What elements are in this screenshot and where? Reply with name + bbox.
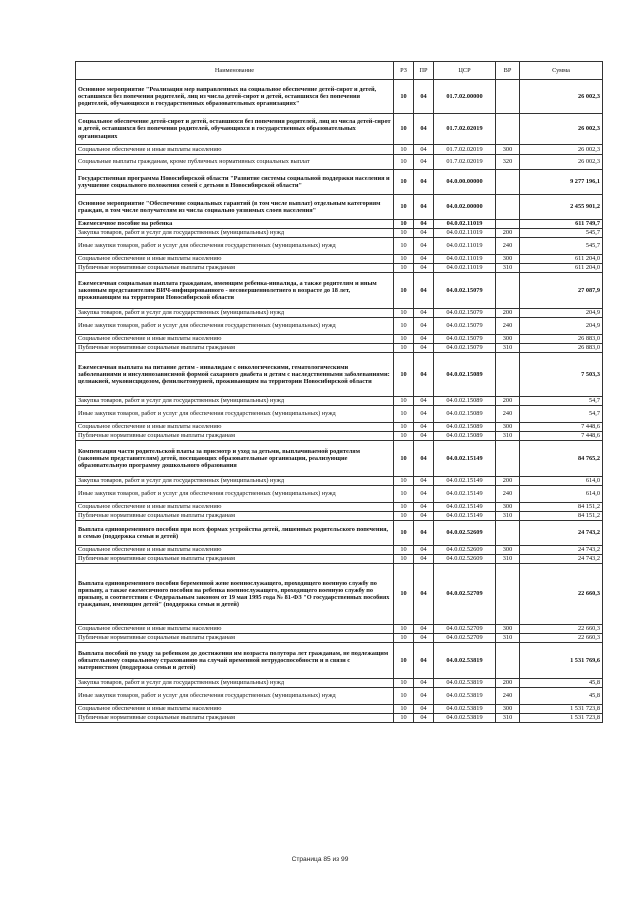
cell-name: Основное мероприятие "Обеспечение социальных гарантий (в том числе выплат) отдельным категориям граждан, в том числе получателям из числа социально уязвимых слоев населения" xyxy=(76,195,394,220)
budget-document xyxy=(75,61,602,723)
cell-vr: 300 xyxy=(496,625,520,634)
cell-csr: 04.0.02.15149 xyxy=(434,512,496,521)
cell-pr: 04 xyxy=(414,486,434,503)
cell-csr: 04.0.02.52609 xyxy=(434,546,496,555)
table-row xyxy=(76,114,603,145)
cell-name: Иные закупки товаров, работ и услуг для обеспечения государственных (муниципальных) нужд xyxy=(76,318,394,335)
cell-rz: 10 xyxy=(394,432,414,441)
table-row xyxy=(76,503,603,512)
table-row xyxy=(76,335,603,344)
cell-name: Социальное обеспечение и иные выплаты населению xyxy=(76,705,394,714)
cell-csr: 04.0.02.53819 xyxy=(434,705,496,714)
cell-vr: 320 xyxy=(496,155,520,170)
cell-sum: 27 087,9 xyxy=(520,273,603,309)
cell-csr: 04.0.02.15149 xyxy=(434,503,496,512)
cell-name: Иные закупки товаров, работ и услуг для обеспечения государственных (муниципальных) нужд xyxy=(76,406,394,423)
table-row xyxy=(76,679,603,688)
cell-vr: 300 xyxy=(496,255,520,264)
cell-vr: 240 xyxy=(496,406,520,423)
cell-csr: 04.0.02.11019 xyxy=(434,264,496,273)
cell-vr: 300 xyxy=(496,503,520,512)
header-sum: Сумма xyxy=(520,62,603,80)
cell-vr: 310 xyxy=(496,264,520,273)
cell-csr: 01.7.02.02019 xyxy=(434,155,496,170)
cell-rz: 10 xyxy=(394,486,414,503)
cell-name: Выплата пособий по уходу за ребенком до достижения им возраста полутора лет гражданам, не подлежащим обязательному социальному страхованию на случай временной нетрудоспособности и в связи с материнством (поддержка семьи и детей) xyxy=(76,643,394,679)
cell-csr: 04.0.02.52709 xyxy=(434,634,496,643)
cell-rz: 10 xyxy=(394,397,414,406)
cell-sum: 26 883,0 xyxy=(520,344,603,353)
cell-rz: 10 xyxy=(394,512,414,521)
cell-sum: 24 743,2 xyxy=(520,555,603,564)
cell-pr: 04 xyxy=(414,546,434,555)
cell-pr: 04 xyxy=(414,432,434,441)
cell-pr: 04 xyxy=(414,255,434,264)
cell-sum: 611 204,0 xyxy=(520,264,603,273)
cell-csr: 04.0.02.11019 xyxy=(434,229,496,238)
cell-sum: 545,7 xyxy=(520,229,603,238)
cell-pr: 04 xyxy=(414,170,434,195)
cell-sum: 84 765,2 xyxy=(520,441,603,477)
cell-vr: 300 xyxy=(496,423,520,432)
cell-sum: 26 002,3 xyxy=(520,80,603,114)
cell-vr: 240 xyxy=(496,238,520,255)
cell-name: Социальное обеспечение и иные выплаты населению xyxy=(76,546,394,555)
cell-rz: 10 xyxy=(394,625,414,634)
cell-vr: 200 xyxy=(496,397,520,406)
cell-pr: 04 xyxy=(414,564,434,625)
cell-vr: 300 xyxy=(496,705,520,714)
table-row xyxy=(76,318,603,335)
cell-pr: 04 xyxy=(414,477,434,486)
cell-sum: 26 883,0 xyxy=(520,335,603,344)
cell-csr: 04.0.02.53819 xyxy=(434,679,496,688)
table-row xyxy=(76,238,603,255)
cell-pr: 04 xyxy=(414,353,434,397)
cell-name: Социальное обеспечение и иные выплаты населению xyxy=(76,145,394,155)
cell-name: Социальное обеспечение детей-сирот и детей, оставшихся без попечения родителей, лиц из числа детей-сирот и детей, оставшихся без попечения родителей, обучающихся в государственных образовательных организациях xyxy=(76,114,394,145)
table-row xyxy=(76,643,603,679)
cell-csr: 04.0.02.53819 xyxy=(434,688,496,705)
cell-pr: 04 xyxy=(414,634,434,643)
cell-vr: 310 xyxy=(496,714,520,723)
cell-rz: 10 xyxy=(394,155,414,170)
cell-sum: 22 660,3 xyxy=(520,634,603,643)
cell-vr: 310 xyxy=(496,512,520,521)
table-row xyxy=(76,220,603,229)
cell-vr: 300 xyxy=(496,145,520,155)
table-row xyxy=(76,441,603,477)
table-row xyxy=(76,273,603,309)
cell-csr: 04.0.02.52609 xyxy=(434,555,496,564)
cell-vr xyxy=(496,441,520,477)
cell-vr xyxy=(496,521,520,546)
budget-table xyxy=(75,61,603,723)
table-header-row xyxy=(76,62,603,80)
cell-pr: 04 xyxy=(414,625,434,634)
cell-vr xyxy=(496,80,520,114)
cell-vr: 200 xyxy=(496,679,520,688)
table-row xyxy=(76,688,603,705)
cell-name: Иные закупки товаров, работ и услуг для обеспечения государственных (муниципальных) нужд xyxy=(76,688,394,705)
cell-rz: 10 xyxy=(394,264,414,273)
cell-rz: 10 xyxy=(394,714,414,723)
cell-name: Публичные нормативные социальные выплаты гражданам xyxy=(76,344,394,353)
cell-sum: 45,8 xyxy=(520,688,603,705)
cell-name: Публичные нормативные социальные выплаты гражданам xyxy=(76,432,394,441)
cell-csr: 04.0.02.15079 xyxy=(434,309,496,318)
cell-sum: 614,0 xyxy=(520,486,603,503)
cell-rz: 10 xyxy=(394,423,414,432)
table-row xyxy=(76,705,603,714)
header-name: Наименование xyxy=(76,62,394,80)
cell-name: Социальное обеспечение и иные выплаты населению xyxy=(76,503,394,512)
cell-pr: 04 xyxy=(414,309,434,318)
cell-vr xyxy=(496,170,520,195)
cell-csr: 04.0.02.00000 xyxy=(434,195,496,220)
cell-csr: 01.7.02.02019 xyxy=(434,114,496,145)
cell-pr: 04 xyxy=(414,521,434,546)
cell-rz: 10 xyxy=(394,477,414,486)
cell-pr: 04 xyxy=(414,406,434,423)
cell-pr: 04 xyxy=(414,555,434,564)
table-row xyxy=(76,555,603,564)
cell-sum: 204,9 xyxy=(520,318,603,335)
cell-vr xyxy=(496,273,520,309)
table-row xyxy=(76,255,603,264)
cell-csr: 01.7.02.00000 xyxy=(434,80,496,114)
cell-name: Социальное обеспечение и иные выплаты населению xyxy=(76,423,394,432)
cell-vr: 200 xyxy=(496,309,520,318)
cell-sum: 614,0 xyxy=(520,477,603,486)
cell-csr: 04.0.02.15079 xyxy=(434,335,496,344)
table-row xyxy=(76,155,603,170)
cell-rz: 10 xyxy=(394,335,414,344)
cell-rz: 10 xyxy=(394,521,414,546)
cell-name: Иные закупки товаров, работ и услуг для обеспечения государственных (муниципальных) нужд xyxy=(76,486,394,503)
table-row xyxy=(76,512,603,521)
cell-sum: 204,9 xyxy=(520,309,603,318)
cell-name: Публичные нормативные социальные выплаты гражданам xyxy=(76,555,394,564)
cell-rz: 10 xyxy=(394,643,414,679)
cell-pr: 04 xyxy=(414,264,434,273)
cell-name: Ежемесячная выплата на питание детям - инвалидам с онкологическими, гематологическими заболеваниями и инсулинозависимой формой сахарного диабета и детям с наследственными заболеваниями: целиакией, муковисцидозом, фенилкетонурией, проживающим на территории Новосибирской области xyxy=(76,353,394,397)
cell-vr: 240 xyxy=(496,318,520,335)
cell-csr: 04.0.02.53819 xyxy=(434,643,496,679)
cell-rz: 10 xyxy=(394,406,414,423)
cell-rz: 10 xyxy=(394,114,414,145)
cell-rz: 10 xyxy=(394,220,414,229)
cell-rz: 10 xyxy=(394,238,414,255)
cell-pr: 04 xyxy=(414,512,434,521)
table-row xyxy=(76,625,603,634)
cell-csr: 04.0.02.15089 xyxy=(434,406,496,423)
cell-pr: 04 xyxy=(414,688,434,705)
cell-sum: 24 743,2 xyxy=(520,521,603,546)
cell-sum: 1 531 723,8 xyxy=(520,705,603,714)
cell-pr: 04 xyxy=(414,114,434,145)
cell-name: Социальное обеспечение и иные выплаты населению xyxy=(76,625,394,634)
cell-pr: 04 xyxy=(414,80,434,114)
cell-pr: 04 xyxy=(414,335,434,344)
cell-vr: 240 xyxy=(496,688,520,705)
page-number: Страница 85 из 99 xyxy=(291,856,349,863)
table-row xyxy=(76,714,603,723)
cell-rz: 10 xyxy=(394,688,414,705)
table-row xyxy=(76,634,603,643)
cell-csr: 04.0.02.15149 xyxy=(434,486,496,503)
cell-name: Публичные нормативные социальные выплаты гражданам xyxy=(76,512,394,521)
cell-name: Социальные выплаты гражданам, кроме публичных нормативных социальных выплат xyxy=(76,155,394,170)
cell-rz: 10 xyxy=(394,195,414,220)
cell-name: Закупка товаров, работ и услуг для государственных (муниципальных) нужд xyxy=(76,229,394,238)
cell-sum: 611 749,7 xyxy=(520,220,603,229)
table-row xyxy=(76,423,603,432)
cell-sum: 26 002,3 xyxy=(520,155,603,170)
cell-pr: 04 xyxy=(414,318,434,335)
table-row xyxy=(76,477,603,486)
cell-name: Закупка товаров, работ и услуг для государственных (муниципальных) нужд xyxy=(76,309,394,318)
cell-vr: 310 xyxy=(496,634,520,643)
table-row xyxy=(76,170,603,195)
cell-name: Государственная программа Новосибирской области "Развитие системы социальной поддержки населения и улучшение социального положения семей с детьми в Новосибирской области" xyxy=(76,170,394,195)
cell-vr: 300 xyxy=(496,546,520,555)
cell-rz: 10 xyxy=(394,705,414,714)
cell-name: Закупка товаров, работ и услуг для государственных (муниципальных) нужд xyxy=(76,477,394,486)
table-row xyxy=(76,353,603,397)
cell-csr: 04.0.02.15089 xyxy=(434,353,496,397)
table-row xyxy=(76,432,603,441)
cell-sum: 1 531 723,8 xyxy=(520,714,603,723)
cell-pr: 04 xyxy=(414,344,434,353)
table-row xyxy=(76,486,603,503)
cell-name: Основное мероприятие "Реализация мер направленных на социальное обеспечение детей-сирот и детей, оставшихся без попечения родителей, лиц из числа детей-сирот и детей, оставшихся без попечения родителей, обучающихся в государственных образовательных организациях" xyxy=(76,80,394,114)
cell-sum: 54,7 xyxy=(520,406,603,423)
cell-rz: 10 xyxy=(394,555,414,564)
cell-csr: 04.0.00.00000 xyxy=(434,170,496,195)
cell-rz: 10 xyxy=(394,318,414,335)
cell-rz: 10 xyxy=(394,170,414,195)
cell-name: Социальное обеспечение и иные выплаты населению xyxy=(76,255,394,264)
cell-pr: 04 xyxy=(414,145,434,155)
cell-vr xyxy=(496,195,520,220)
table-row xyxy=(76,564,603,625)
cell-pr: 04 xyxy=(414,705,434,714)
cell-csr: 04.0.02.53819 xyxy=(434,714,496,723)
cell-vr: 310 xyxy=(496,432,520,441)
cell-name: Ежемесячное пособие на ребенка xyxy=(76,220,394,229)
cell-pr: 04 xyxy=(414,423,434,432)
cell-pr: 04 xyxy=(414,643,434,679)
cell-csr: 04.0.02.15089 xyxy=(434,423,496,432)
cell-pr: 04 xyxy=(414,229,434,238)
cell-vr: 310 xyxy=(496,555,520,564)
cell-sum: 545,7 xyxy=(520,238,603,255)
cell-sum: 45,8 xyxy=(520,679,603,688)
cell-csr: 04.0.02.15089 xyxy=(434,432,496,441)
cell-sum: 26 002,3 xyxy=(520,145,603,155)
cell-csr: 04.0.02.52709 xyxy=(434,625,496,634)
cell-sum: 7 503,3 xyxy=(520,353,603,397)
cell-vr xyxy=(496,643,520,679)
cell-csr: 04.0.02.15079 xyxy=(434,344,496,353)
cell-name: Компенсация части родительской платы за присмотр и уход за детьми, выплачиваемой родителям (законным представителям) детей, посещающих образовательные организации, реализующие образовательную программу дошкольного образования xyxy=(76,441,394,477)
cell-sum: 26 002,3 xyxy=(520,114,603,145)
cell-sum: 7 448,6 xyxy=(520,423,603,432)
cell-sum: 22 660,3 xyxy=(520,564,603,625)
cell-rz: 10 xyxy=(394,503,414,512)
cell-csr: 04.0.02.15079 xyxy=(434,318,496,335)
cell-vr: 300 xyxy=(496,335,520,344)
cell-pr: 04 xyxy=(414,714,434,723)
table-row xyxy=(76,229,603,238)
cell-pr: 04 xyxy=(414,155,434,170)
cell-sum: 84 151,2 xyxy=(520,503,603,512)
cell-rz: 10 xyxy=(394,80,414,114)
header-vr: ВР xyxy=(496,62,520,80)
cell-vr: 240 xyxy=(496,486,520,503)
table-row xyxy=(76,80,603,114)
cell-rz: 10 xyxy=(394,441,414,477)
cell-vr xyxy=(496,114,520,145)
cell-csr: 04.0.02.11019 xyxy=(434,220,496,229)
cell-sum: 2 455 901,2 xyxy=(520,195,603,220)
cell-sum: 22 660,3 xyxy=(520,625,603,634)
cell-vr xyxy=(496,353,520,397)
cell-vr xyxy=(496,564,520,625)
table-row xyxy=(76,195,603,220)
cell-sum: 24 743,2 xyxy=(520,546,603,555)
cell-csr: 04.0.02.11019 xyxy=(434,238,496,255)
table-row xyxy=(76,264,603,273)
cell-vr: 310 xyxy=(496,344,520,353)
table-row xyxy=(76,309,603,318)
table-row xyxy=(76,546,603,555)
table-row xyxy=(76,397,603,406)
cell-pr: 04 xyxy=(414,195,434,220)
cell-rz: 10 xyxy=(394,344,414,353)
cell-rz: 10 xyxy=(394,353,414,397)
budget-table-body xyxy=(76,62,603,723)
cell-rz: 10 xyxy=(394,309,414,318)
header-pr: ПР xyxy=(414,62,434,80)
cell-csr: 04.0.02.52609 xyxy=(434,521,496,546)
cell-sum: 84 151,2 xyxy=(520,512,603,521)
table-row xyxy=(76,145,603,155)
cell-pr: 04 xyxy=(414,220,434,229)
cell-sum: 9 277 196,1 xyxy=(520,170,603,195)
cell-name: Публичные нормативные социальные выплаты гражданам xyxy=(76,714,394,723)
cell-pr: 04 xyxy=(414,273,434,309)
cell-rz: 10 xyxy=(394,634,414,643)
cell-vr xyxy=(496,220,520,229)
cell-sum: 1 531 769,6 xyxy=(520,643,603,679)
header-csr: ЦСР xyxy=(434,62,496,80)
cell-rz: 10 xyxy=(394,229,414,238)
cell-pr: 04 xyxy=(414,503,434,512)
cell-name: Закупка товаров, работ и услуг для государственных (муниципальных) нужд xyxy=(76,679,394,688)
cell-rz: 10 xyxy=(394,145,414,155)
cell-rz: 10 xyxy=(394,564,414,625)
cell-csr: 04.0.02.52709 xyxy=(434,564,496,625)
cell-rz: 10 xyxy=(394,273,414,309)
cell-pr: 04 xyxy=(414,441,434,477)
cell-csr: 04.0.02.15149 xyxy=(434,441,496,477)
cell-vr: 200 xyxy=(496,477,520,486)
cell-rz: 10 xyxy=(394,679,414,688)
cell-name: Публичные нормативные социальные выплаты гражданам xyxy=(76,264,394,273)
cell-sum: 7 448,6 xyxy=(520,432,603,441)
cell-pr: 04 xyxy=(414,397,434,406)
cell-rz: 10 xyxy=(394,255,414,264)
cell-csr: 04.0.02.15089 xyxy=(434,397,496,406)
cell-pr: 04 xyxy=(414,679,434,688)
cell-vr: 200 xyxy=(496,229,520,238)
cell-sum: 611 204,0 xyxy=(520,255,603,264)
cell-rz: 10 xyxy=(394,546,414,555)
cell-csr: 04.0.02.15079 xyxy=(434,273,496,309)
cell-name: Социальное обеспечение и иные выплаты населению xyxy=(76,335,394,344)
cell-name: Иные закупки товаров, работ и услуг для обеспечения государственных (муниципальных) нужд xyxy=(76,238,394,255)
cell-csr: 04.0.02.15149 xyxy=(434,477,496,486)
table-row xyxy=(76,521,603,546)
cell-sum: 54,7 xyxy=(520,397,603,406)
cell-name: Выплата единовременного пособия при всех формах устройства детей, лишенных родительского попечения, в семью (поддержка семьи и детей) xyxy=(76,521,394,546)
cell-name: Ежемесячная социальная выплата гражданам, имеющим ребенка-инвалида, а также родителям и иным законным представителям ВИЧ-инфицированного - несовершеннолетнего в возрасте до 18 лет, проживающим на территории Новосибирской области xyxy=(76,273,394,309)
header-rz: РЗ xyxy=(394,62,414,80)
table-row xyxy=(76,344,603,353)
cell-name: Выплата единовременного пособия беременной жене военнослужащего, проходящего военную службу по призыву, а также ежемесячного пособия на ребенка военнослужащего, проходящего военную службу по призыву, в соответствии с Федеральным законом от 19 мая 1995 года № 81-ФЗ "О государственных пособиях гражданам, имеющим детей" (поддержка семьи и детей) xyxy=(76,564,394,625)
cell-name: Закупка товаров, работ и услуг для государственных (муниципальных) нужд xyxy=(76,397,394,406)
cell-csr: 04.0.02.11019 xyxy=(434,255,496,264)
cell-pr: 04 xyxy=(414,238,434,255)
cell-name: Публичные нормативные социальные выплаты гражданам xyxy=(76,634,394,643)
table-row xyxy=(76,406,603,423)
cell-csr: 01.7.02.02019 xyxy=(434,145,496,155)
